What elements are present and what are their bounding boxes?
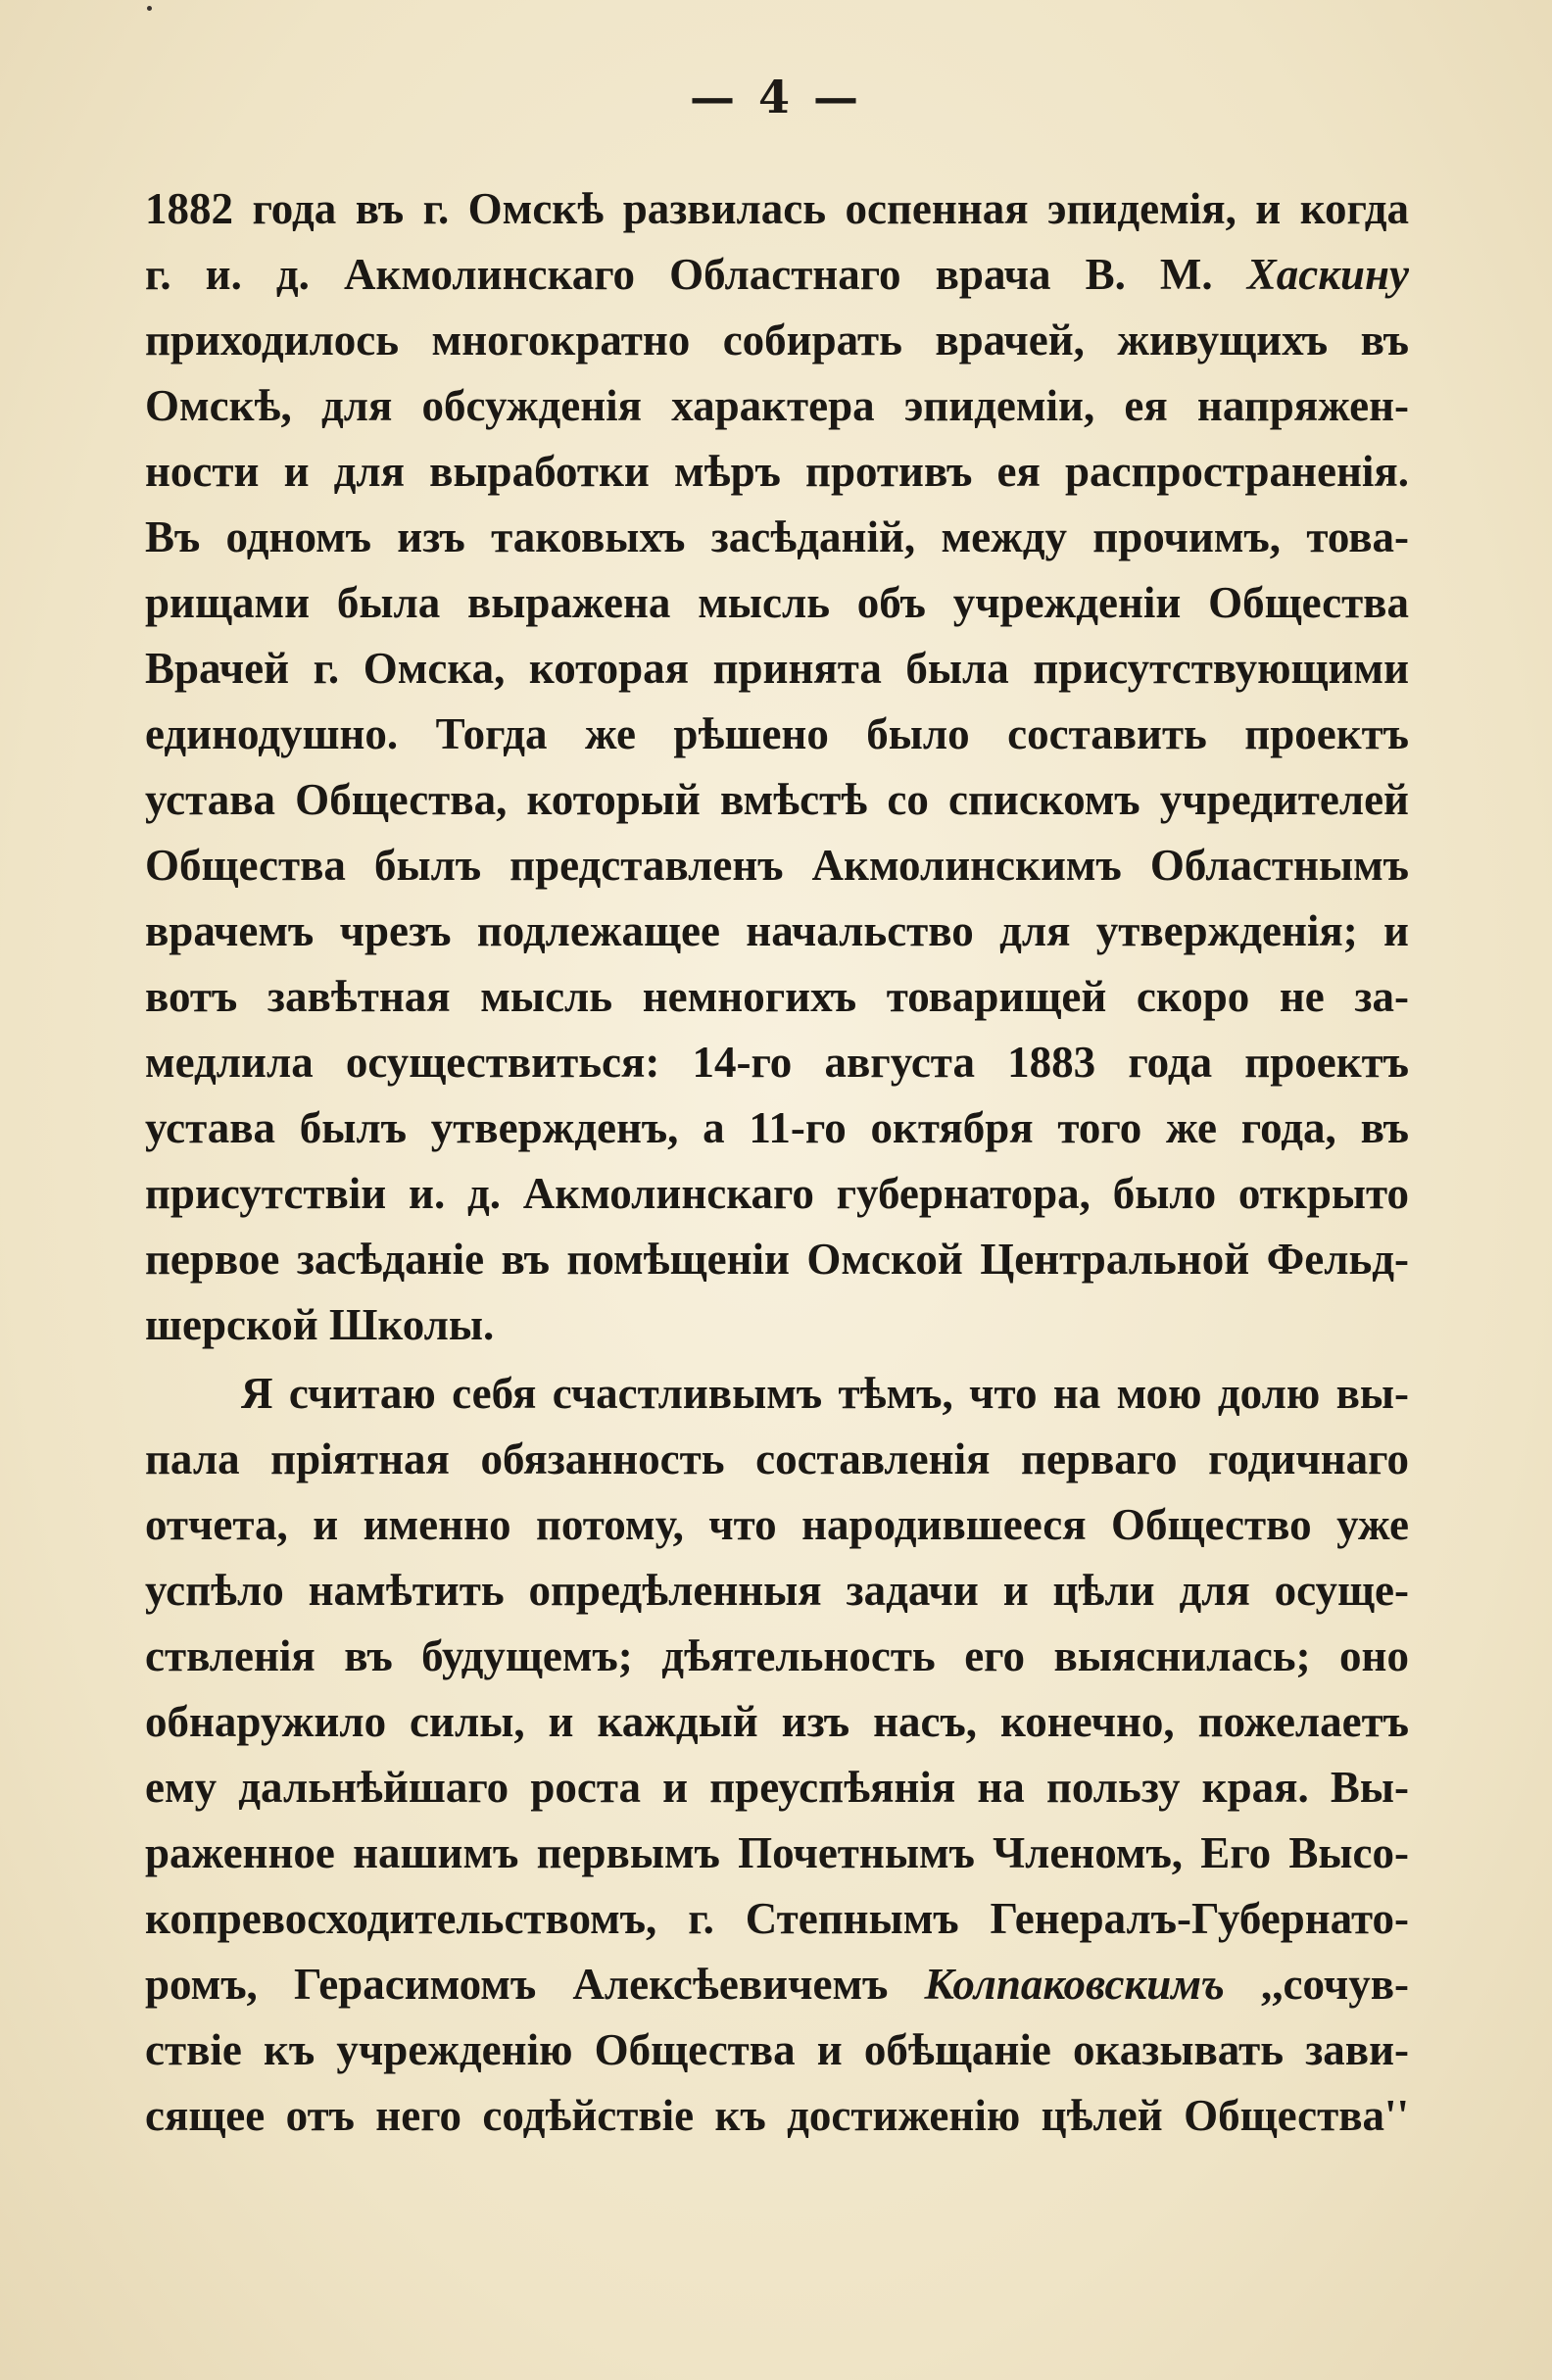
text-line: ему дальнѣйшаго роста и преуспѣянія на пользу края. Вы- [145, 1763, 1409, 1812]
text-line: единодушно. Тогда же рѣшено было составить проектъ [145, 709, 1409, 758]
text-line: вотъ завѣтная мысль немногихъ товарищей скоро не за- [145, 972, 1409, 1021]
surname-italic: Хаскину [1246, 250, 1409, 299]
text-line-start: ромъ, Герасимомъ Алексѣевичемъ [145, 1960, 925, 2009]
text-line: Я считаю себя счастливымъ тѣмъ, что на мою долю вы- [241, 1369, 1409, 1418]
text-line: Въ одномъ изъ таковыхъ засѣданій, между прочимъ, това- [145, 512, 1409, 561]
text-line: обнаружило силы, и каждый изъ насъ, конечно, пожелаетъ [145, 1697, 1409, 1746]
page-number: — 4 — [689, 71, 863, 123]
text-line: устава Общества, который вмѣстѣ со спискомъ учредителей [145, 775, 1409, 824]
text-line [145, 242, 1409, 308]
text-line: рищами была выражена мысль объ учрежденіи Общества [145, 578, 1409, 627]
text-line: ствіе къ учрежденію Общества и обѣщаніе оказывать зави- [145, 2025, 1409, 2074]
text-line: копревосходительствомъ, г. Степнымъ Генералъ-Губернато- [145, 1894, 1409, 1943]
text-line: успѣло намѣтить опредѣленныя задачи и цѣли для осуще- [145, 1566, 1409, 1615]
text-line: 1882 года въ г. Омскѣ развилась оспенная эпидемія, и когда [145, 184, 1409, 233]
text-line: первое засѣданіе въ помѣщеніи Омской Центральной Фельд- [145, 1235, 1409, 1284]
paragraph-2 [145, 1361, 1409, 2149]
text-line: присутствіи и. д. Акмолинскаго губернатора, было открыто [145, 1169, 1409, 1218]
text-line: отчета, и именно потому, что народившееся Общество уже [145, 1500, 1409, 1549]
text-line: ности и для выработки мѣръ противъ ея распространенія. [145, 447, 1409, 496]
text-line: раженное нашимъ первымъ Почетнымъ Членомъ, Его Высо- [145, 1828, 1409, 1877]
text-line: ствленія въ будущемъ; дѣятельность его выяснилась; оно [145, 1631, 1409, 1680]
text-line-end: ,,сочув- [1224, 1960, 1409, 2009]
paragraph-1 [145, 176, 1409, 1358]
text-line: Общества былъ представленъ Акмолинскимъ Областнымъ [145, 841, 1409, 890]
text-line [145, 1952, 1409, 2017]
text-line: шерской Школы. [145, 1300, 495, 1349]
text-line: Врачей г. Омска, которая принята была присутствующими [145, 644, 1409, 693]
text-line: медлила осуществиться: 14-го августа 1883 года проектъ [145, 1038, 1409, 1087]
text-line: пала пріятная обязанность составленія перваго годичнаго [145, 1434, 1409, 1483]
text-line: сящее отъ него содѣйствіе къ достиженію цѣлей Общества'' [145, 2091, 1409, 2140]
surname-italic: Колпаковскимъ [924, 1960, 1225, 2009]
text-line: Омскѣ, для обсужденія характера эпидеміи, ея напряжен- [145, 381, 1409, 430]
text-line: приходилось многократно собирать врачей, живущихъ въ [145, 316, 1409, 364]
page-body [145, 176, 1409, 2149]
text-line-start: г. и. д. Акмолинскаго Областнаго врача В. М. [145, 250, 1247, 299]
text-line: устава былъ утвержденъ, а 11-го октября того же года, въ [145, 1103, 1409, 1152]
ink-speck [147, 6, 152, 11]
text-line: врачемъ чрезъ подлежащее начальство для утвержденія; и [145, 906, 1409, 955]
